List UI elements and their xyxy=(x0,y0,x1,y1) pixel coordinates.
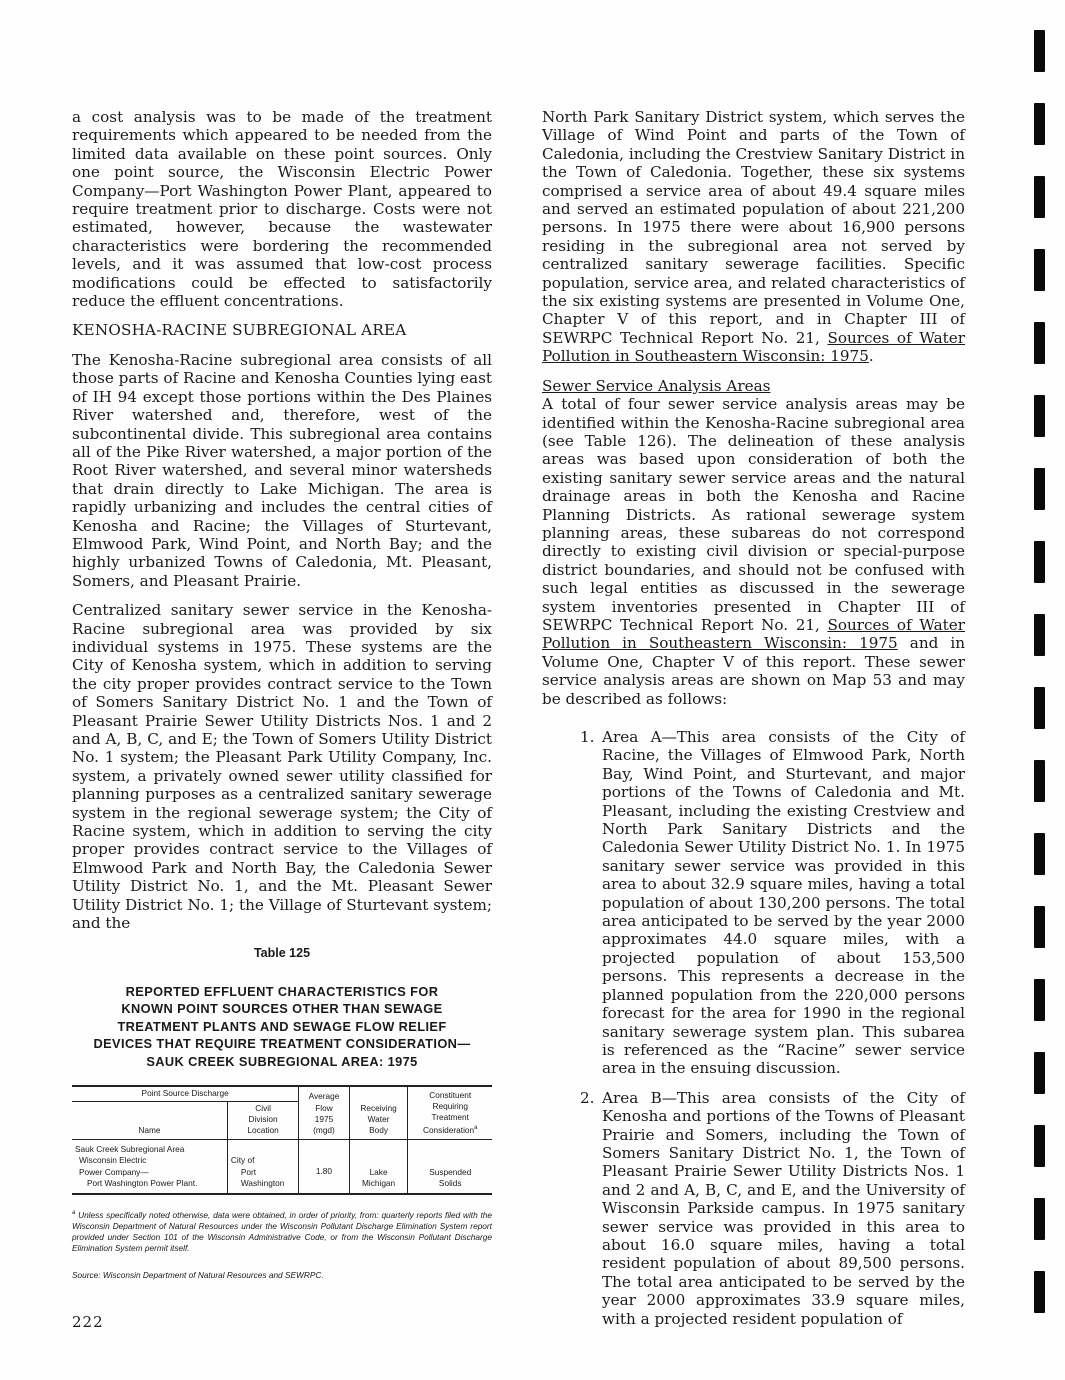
binding-mark xyxy=(1034,176,1045,218)
binding-mark xyxy=(1034,906,1045,948)
left-paragraph-2: The Kenosha-Racine subregional area consists of all those parts of Racine and Kenosha Counties lying east of IH 94 except those portions within the Des Plaines River watershed and, therefore, west of the subcontinental divide. This subregional area contains all of the Pike River watershed, a major portion of the Root River watershed, and several minor watersheds that drain directly to Lake Michigan. The area is rapidly urbanizing and includes the central cities of Kenosha and Racine; the Villages of Sturtevant, Elmwood Park, Wind Point, and North Bay; and the highly urbanized Towns of Caledonia, Mt. Pleasant, Somers, and Pleasant Prairie. xyxy=(72,350,492,590)
binding-mark xyxy=(1034,468,1045,510)
binding-mark xyxy=(1034,103,1045,145)
table-title-line: REPORTED EFFLUENT CHARACTERISTICS FOR xyxy=(125,983,439,999)
header-line: Requiring xyxy=(432,1100,468,1111)
cell-line: Port Washington Power Plant. xyxy=(87,1177,198,1188)
header-line: 1975 xyxy=(314,1113,334,1124)
binding-mark xyxy=(1034,687,1045,729)
header-flow xyxy=(299,1086,349,1139)
table-title-line: SAUK CREEK SUBREGIONAL AREA: 1975 xyxy=(146,1053,418,1069)
left-paragraph-3: Centralized sanitary sewer service in the Kenosha-Racine subregional area was provided by six individual systems in 1975. These systems are the City of Kenosha system, which in addition to serving the city proper provides contract service to the Town of Somers Sanitary District No. 1 and the Town of Pleasant Prairie Sewer Utility Districts Nos. 1 and 2 and A, B, C, and E; the Town of Somers Utility District No. 1 system; the Pleasant Park Utility Company, Inc. system, a privately owned sewer utility classified for planning purposes as a centralized sanitary sewerage system in the regional sewerage system; the City of Racine system, which in addition to serving the city proper provides contract service to the Villages of Elmwood Park and North Bay, the Caledonia Sewer Utility District No. 1, and the Mt. Pleasant Sewer Utility District No. 1; the Village of Sturtevant system; and the xyxy=(72,601,492,933)
cell-line: Power Company— xyxy=(79,1166,149,1177)
header-line: Location xyxy=(247,1124,279,1135)
binding-mark xyxy=(1034,1198,1045,1240)
table-title-line: TREATMENT PLANTS AND SEWAGE FLOW RELIEF xyxy=(117,1018,447,1034)
table-row xyxy=(72,1140,492,1194)
cell-line: Wisconsin Electric xyxy=(79,1155,147,1166)
header-line xyxy=(411,1123,489,1136)
table-footnote xyxy=(72,1208,492,1254)
group-header: Point Source Discharge xyxy=(72,1086,299,1101)
footnote-text: Unless specifically noted otherwise, data were obtained, in order of priority, from: quarterly reports filed with the Wisconsin Department of Natural Resources under the Wisconsin Pollutant Discharge Elimination System report provided under Section 101 of the Wisconsin Administrative Code, or from the Wisconsin Pollutant Discharge Elimination System permit itself. xyxy=(72,1209,492,1253)
cell-line: Suspended xyxy=(429,1166,472,1177)
cell-line: Solids xyxy=(438,1177,462,1188)
right-paragraph-2 xyxy=(542,395,965,708)
list-item-text: Area A—This area consists of the City of Racine, the Villages of Elmwood Park, North Bay, Wind Point, and Sturtevant, and major portions of the Towns of Caledonia and Mt. Pleasant, including the existing Crestview and North Park Sanitary Districts and the Caledonia Sewer Utility District No. 1. In 1975 sanitary sewer service was provided in this area to about 32.9 square miles, having a total population of about 130,200 persons. The total area anticipated to be served by the year 2000 approximates 44.0 square miles, with a projected population of about 153,500 persons. This represents a decrease in the planned population from the 220,000 persons forecast for the area for 1990 in the regional sanitary sewerage system plan. This subarea is referenced as the “Racine” sewer service area in the ensuing discussion. xyxy=(602,728,965,1078)
table-title xyxy=(72,983,492,1071)
header-line: Body xyxy=(369,1124,389,1135)
subsection-heading: Sewer Service Analysis Areas xyxy=(542,376,771,395)
binding-mark xyxy=(1034,760,1045,802)
cell-civil xyxy=(227,1140,298,1194)
list-item-number: 1. xyxy=(580,728,595,746)
report-title-ref: Sources of Water Pollution in Southeastern Wisconsin: 1975 xyxy=(542,615,965,653)
header-line: Treatment xyxy=(431,1112,469,1123)
footnote-ref: a xyxy=(474,1125,478,1132)
header-name: Name xyxy=(72,1101,227,1140)
page-number: 222 xyxy=(72,1313,104,1331)
binding-mark xyxy=(1034,979,1045,1021)
binding-mark xyxy=(1034,1125,1045,1167)
right-paragraph-1 xyxy=(542,108,965,366)
paragraph-text: . xyxy=(868,347,874,366)
cell-water xyxy=(349,1140,408,1194)
binding-mark xyxy=(1034,395,1045,437)
list-item-text: Area B—This area consists of the City of Kenosha and portions of the Towns of Pleasant Prairie and Somers, including the Town of Somers Sanitary District No. 1, the Town of Pleasant Prairie Sewer Utility Districts Nos. 1 and 2 and A, B, C, and E, and the University of Wisconsin Parkside campus. In 1975 sanitary sewer service was provided in this area to about 16.0 square miles, having a total resident population of about 89,500 persons. The total area anticipated to be served by the year 2000 approximates 33.9 square miles, with a projected resident population of xyxy=(602,1088,965,1328)
header-line: Average xyxy=(308,1091,340,1102)
table-source: Source: Wisconsin Department of Natural Resources and SEWRPC. xyxy=(72,1269,324,1280)
header-line: (mgd) xyxy=(313,1124,335,1135)
binding-mark xyxy=(1034,1271,1045,1313)
right-column xyxy=(542,108,965,1339)
header-line: Division xyxy=(248,1113,278,1124)
header-line: Civil xyxy=(255,1102,271,1113)
header-constituent xyxy=(408,1086,492,1139)
list-item-number: 2. xyxy=(580,1088,595,1107)
binding-mark xyxy=(1034,1052,1045,1094)
binding-mark xyxy=(1034,833,1045,875)
header-line: Flow xyxy=(315,1102,333,1113)
paragraph-text: North Park Sanitary District system, which serves the Village of Wind Point and parts of the Town of Caledonia, including the Crestview Sanitary District in the Town of Caledonia. Together, these six systems comprised a service area of about 49.4 square miles and served an estimated population of about 221,200 persons. In 1975 there were about 16,900 persons residing in the subregional area not served by centralized sanitary sewerage facilities. Specific population, service area, and related characteristics of the six existing systems are presented in Volume One, Chapter V of this report, and in Chapter III of SEWRPC Technical Report No. 21, xyxy=(542,108,965,347)
binding-mark xyxy=(1034,541,1045,583)
header-water xyxy=(349,1086,408,1139)
header-line: Constituent xyxy=(429,1089,472,1100)
binding-mark xyxy=(1034,322,1045,364)
effluent-table xyxy=(72,1085,492,1195)
binding-mark xyxy=(1034,30,1045,72)
left-column xyxy=(72,108,492,1284)
cell-line: Lake xyxy=(369,1166,388,1177)
cell-line: Port Washington xyxy=(240,1166,285,1188)
table-label: Table 125 xyxy=(253,946,311,961)
paragraph-text: and in Volume One, Chapter V of this report. These sewer service analysis areas are shown on Map 53 and may be described as follows: xyxy=(542,634,966,708)
cell-name xyxy=(72,1140,227,1194)
footnote-marker: a xyxy=(72,1210,76,1216)
list-item xyxy=(542,728,965,1078)
section-heading: KENOSHA-RACINE SUBREGIONAL AREA xyxy=(72,321,407,340)
binding-mark xyxy=(1034,614,1045,656)
cell-line: City of xyxy=(230,1155,255,1166)
table-title-line: DEVICES THAT REQUIRE TREATMENT CONSIDERATION— xyxy=(93,1036,471,1052)
list-item xyxy=(542,1089,965,1328)
header-line: Water xyxy=(367,1113,390,1124)
header-line-text: Consideration xyxy=(422,1124,475,1135)
binding-mark xyxy=(1034,249,1045,291)
cell-line: Michigan xyxy=(361,1177,396,1188)
left-paragraph-1: a cost analysis was to be made of the treatment requirements which appeared to be needed from the limited data available on these point sources. Only one point source, the Wisconsin Electric Power Company—Port Washington Power Plant, appeared to require treatment prior to discharge. Costs were not estimated, however, because the wastewater characteristics were bordering the recommended levels, and it was assumed that low-cost process modifications could be effected to satisfactorily reduce the effluent concentrations. xyxy=(72,108,492,311)
header-civil xyxy=(227,1101,298,1140)
report-title-ref: Sources of Water Pollution in Southeastern Wisconsin: 1975 xyxy=(542,328,965,366)
cell-line: Sauk Creek Subregional Area xyxy=(75,1144,185,1155)
header-line: Receiving xyxy=(360,1102,397,1113)
table-title-line: KNOWN POINT SOURCES OTHER THAN SEWAGE xyxy=(121,1001,443,1017)
paragraph-text: A total of four sewer service analysis areas may be identified within the Kenosha-Racine subregional area (see Table 126). The delineation of these analysis areas was based upon consideration of both the existing sanitary sewer service areas and the natural drainage areas in both the Kenosha and Racine Planning Districts. As rational sewerage system planning areas, these subareas do not correspond directly to existing civil division or special-purpose district boundaries, and should not be confused with such legal entities as discussed in the sewerage system inventories presented in Chapter III of SEWRPC Technical Report No. 21, xyxy=(542,395,965,634)
analysis-area-list xyxy=(542,728,965,1328)
cell-flow: 1.80 xyxy=(299,1140,349,1194)
cell-constituent xyxy=(408,1140,492,1194)
